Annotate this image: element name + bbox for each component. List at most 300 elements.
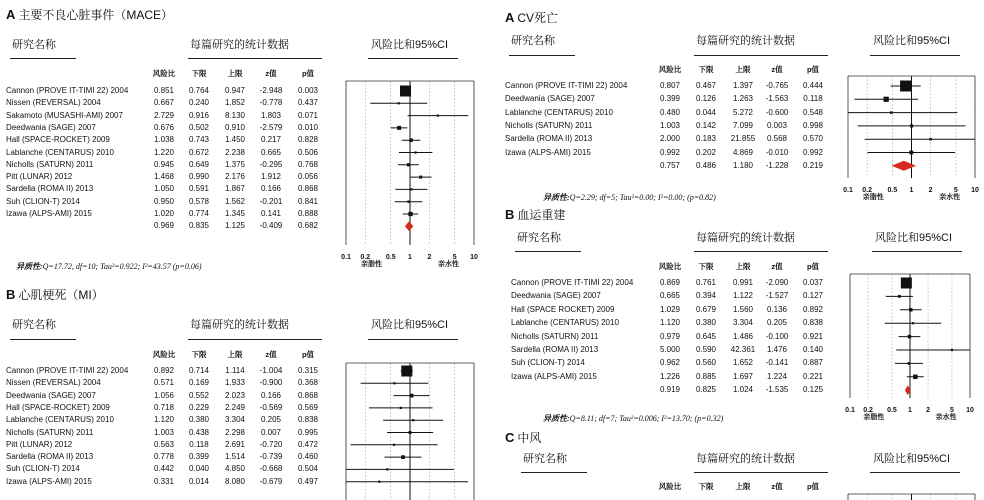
axis-tick-label: 2 bbox=[427, 254, 432, 261]
study-lower-value: 0.399 bbox=[188, 452, 210, 462]
study-p-value: 0.998 bbox=[802, 120, 824, 130]
statistics-header: 每篇研究的统计数据 bbox=[190, 319, 289, 331]
study-hr-value: 0.331 bbox=[153, 476, 175, 486]
forest-plot-area bbox=[828, 0, 984, 500]
column-header-upper: 上限 bbox=[735, 65, 751, 74]
study-p-value: 0.444 bbox=[802, 81, 824, 90]
study-upper-value: 0.947 bbox=[224, 86, 246, 95]
point-estimate-square bbox=[410, 394, 414, 398]
study-p-value: 0.368 bbox=[297, 378, 319, 388]
study-lower-value: 0.774 bbox=[188, 209, 210, 218]
study-name: Lablanche (CENTARUS) 2010 bbox=[511, 318, 619, 328]
heterogeneity-label: 异质性: bbox=[543, 414, 570, 423]
study-p-value: 0.497 bbox=[297, 476, 319, 486]
study-p-value: 0.037 bbox=[802, 278, 824, 287]
study-name: Cannon (PROVE IT-TIMI 22) 2004 bbox=[6, 366, 129, 375]
study-p-value: 0.887 bbox=[802, 358, 824, 368]
axis-tick-label: 0.5 bbox=[887, 407, 897, 414]
axis-tick-label: 5 bbox=[953, 187, 958, 194]
header-underline bbox=[10, 58, 76, 59]
study-z-value: 0.217 bbox=[260, 135, 282, 145]
study-hr-value: 1.029 bbox=[659, 304, 681, 314]
study-z-value: 0.166 bbox=[260, 390, 282, 400]
study-name: Deedwania (SAGE) 2007 bbox=[6, 122, 96, 132]
study-name-header: 研究名称 bbox=[517, 232, 561, 244]
favors-left-label: 亲脂性 bbox=[863, 414, 885, 421]
study-p-value: 0.868 bbox=[297, 184, 319, 194]
study-z-value: -1.563 bbox=[765, 94, 789, 104]
study-upper-value: 1.852 bbox=[224, 98, 246, 108]
study-lower-value: 0.761 bbox=[695, 278, 717, 287]
study-upper-value: 42.361 bbox=[730, 345, 756, 354]
axis-tick-label: 2 bbox=[926, 407, 931, 414]
statistics-header: 每篇研究的统计数据 bbox=[696, 232, 795, 244]
study-name-header: 研究名称 bbox=[12, 39, 56, 51]
statistics-header: 每篇研究的统计数据 bbox=[696, 453, 795, 465]
study-p-value: 0.868 bbox=[297, 390, 319, 400]
study-name: Sardella (ROMA II) 2013 bbox=[505, 134, 593, 144]
axis-tick-label: 10 bbox=[971, 187, 979, 194]
heterogeneity-stats: Q=8.11; df=7; Tau²=0.006; I²=13.70; (p=0.32) bbox=[569, 414, 724, 423]
study-upper-value: 1.486 bbox=[732, 331, 754, 341]
column-header-lower: 下限 bbox=[191, 350, 207, 359]
study-lower-value: 0.126 bbox=[695, 94, 717, 104]
column-header-lower: 下限 bbox=[698, 65, 714, 74]
heterogeneity-note bbox=[543, 192, 716, 203]
column-header-p: p值 bbox=[806, 482, 820, 491]
point-estimate-square bbox=[401, 366, 412, 377]
study-hr-value: 0.563 bbox=[153, 439, 175, 449]
axis-tick-label: 0.1 bbox=[843, 187, 853, 194]
study-p-value: 0.768 bbox=[297, 159, 319, 169]
study-name: Izawa (ALPS-AMI) 2015 bbox=[6, 476, 92, 486]
study-name: Pitt (LUNAR) 2012 bbox=[6, 172, 73, 182]
study-z-value: -0.100 bbox=[765, 331, 789, 341]
study-hr-value: 0.718 bbox=[153, 402, 175, 412]
study-hr-value: 1.220 bbox=[153, 147, 175, 157]
study-hr-value: 0.950 bbox=[153, 196, 175, 206]
study-upper-value: 1.122 bbox=[732, 291, 754, 301]
hazard-ratio-ci-header: 风险比和95%CI bbox=[873, 453, 951, 465]
summary-z-value: -0.409 bbox=[259, 221, 283, 231]
study-lower-value: 0.183 bbox=[695, 134, 717, 144]
study-p-value: 0.838 bbox=[297, 415, 319, 425]
study-lower-value: 0.240 bbox=[188, 98, 210, 108]
study-lower-value: 0.380 bbox=[695, 318, 717, 328]
study-upper-value: 1.514 bbox=[224, 452, 246, 462]
summary-hr-value: 0.969 bbox=[153, 221, 175, 231]
study-name: Izawa (ALPS-AMI) 2015 bbox=[505, 147, 591, 157]
header-underline bbox=[521, 472, 587, 473]
study-hr-value: 0.869 bbox=[659, 278, 681, 287]
study-z-value: -0.765 bbox=[765, 81, 789, 90]
study-hr-value: 0.571 bbox=[153, 378, 175, 388]
study-hr-value: 0.992 bbox=[659, 147, 681, 157]
column-header-hr: 风险比 bbox=[152, 350, 176, 359]
study-p-value: 0.548 bbox=[802, 107, 824, 117]
study-name: Lablanche (CENTARUS) 2010 bbox=[6, 147, 114, 157]
point-estimate-square bbox=[409, 431, 412, 434]
study-z-value: 0.003 bbox=[766, 120, 788, 130]
column-header-z: z值 bbox=[265, 69, 277, 78]
study-z-value: 0.205 bbox=[260, 415, 282, 425]
study-p-value: 0.003 bbox=[297, 86, 319, 95]
point-estimate-square bbox=[378, 481, 380, 483]
study-hr-value: 0.807 bbox=[659, 81, 681, 90]
column-header-hr: 风险比 bbox=[658, 65, 682, 74]
column-header-upper: 上限 bbox=[227, 350, 243, 359]
study-name: Nissen (REVERSAL) 2004 bbox=[6, 98, 101, 108]
study-z-value: 0.568 bbox=[766, 134, 788, 144]
study-lower-value: 0.679 bbox=[695, 304, 717, 314]
study-lower-value: 0.142 bbox=[695, 120, 717, 130]
heterogeneity-label: 异质性: bbox=[543, 193, 570, 202]
study-name: Hall (SPACE-ROCKET) 2009 bbox=[6, 135, 110, 145]
study-lower-value: 0.591 bbox=[188, 184, 210, 194]
column-header-p: p值 bbox=[806, 65, 820, 74]
column-header-upper: 上限 bbox=[227, 69, 243, 78]
study-name: Suh (CLION-T) 2014 bbox=[6, 196, 80, 206]
study-upper-value: 4.850 bbox=[224, 464, 246, 474]
study-name-header: 研究名称 bbox=[12, 319, 56, 331]
study-hr-value: 1.056 bbox=[153, 390, 175, 400]
study-upper-value: 2.238 bbox=[224, 147, 246, 157]
study-hr-value: 2.729 bbox=[153, 110, 175, 120]
study-lower-value: 0.502 bbox=[188, 122, 210, 132]
study-z-value: -0.900 bbox=[259, 378, 283, 388]
study-lower-value: 0.649 bbox=[188, 159, 210, 169]
point-estimate-square bbox=[401, 455, 405, 459]
study-z-value: -2.090 bbox=[765, 278, 789, 287]
study-z-value: 0.141 bbox=[260, 209, 282, 218]
column-header-hr: 风险比 bbox=[658, 262, 682, 271]
study-z-value: 1.476 bbox=[766, 345, 788, 354]
study-upper-value: 3.304 bbox=[224, 415, 246, 425]
study-name: Nicholls (SATURN) 2011 bbox=[6, 427, 94, 437]
study-upper-value: 1.562 bbox=[224, 196, 246, 206]
summary-p-value: 0.682 bbox=[297, 221, 319, 231]
study-p-value: 0.921 bbox=[802, 331, 824, 341]
axis-tick-label: 0.2 bbox=[360, 254, 371, 261]
study-p-value: 0.995 bbox=[297, 427, 319, 437]
heterogeneity-note bbox=[16, 261, 202, 272]
study-lower-value: 0.229 bbox=[188, 402, 210, 412]
study-z-value: -0.141 bbox=[765, 358, 789, 368]
panel-title-text: 中风 bbox=[517, 431, 542, 445]
heterogeneity-note bbox=[543, 413, 723, 424]
study-upper-value: 1.114 bbox=[225, 366, 245, 375]
heterogeneity-label: 异质性: bbox=[16, 262, 43, 271]
point-estimate-square bbox=[412, 419, 414, 421]
study-hr-value: 0.892 bbox=[153, 366, 175, 375]
study-p-value: 0.888 bbox=[297, 209, 319, 218]
study-lower-value: 0.560 bbox=[695, 358, 717, 368]
column-header-lower: 下限 bbox=[191, 69, 207, 78]
study-upper-value: 2.023 bbox=[224, 390, 246, 400]
panel-title-text: 血运重建 bbox=[517, 208, 566, 222]
favors-right-label: 亲水性 bbox=[935, 414, 957, 421]
favors-right-label: 亲水性 bbox=[939, 194, 961, 201]
study-z-value: -2.948 bbox=[259, 86, 283, 95]
summary-z-value: -1.228 bbox=[765, 160, 789, 170]
summary-upper-value: 1.024 bbox=[732, 385, 754, 395]
study-upper-value: 0.991 bbox=[732, 278, 754, 287]
study-p-value: 0.992 bbox=[802, 147, 824, 157]
study-name: Sakamoto (MUSASHI-AMI) 2007 bbox=[6, 110, 123, 120]
axis-tick-label: 1 bbox=[408, 254, 412, 261]
study-lower-value: 0.764 bbox=[188, 86, 210, 95]
study-hr-value: 0.399 bbox=[659, 94, 681, 104]
column-header-p: p值 bbox=[806, 262, 820, 271]
axis-tick-label: 10 bbox=[470, 254, 478, 261]
study-upper-value: 1.263 bbox=[732, 94, 754, 104]
column-header-hr: 风险比 bbox=[152, 69, 176, 78]
study-lower-value: 0.990 bbox=[188, 172, 210, 182]
column-header-z: z值 bbox=[771, 262, 783, 271]
hazard-ratio-ci-header: 风险比和95%CI bbox=[371, 39, 449, 51]
study-lower-value: 0.590 bbox=[695, 345, 717, 354]
study-lower-value: 0.044 bbox=[695, 107, 717, 117]
study-hr-value: 1.003 bbox=[153, 427, 175, 437]
hazard-ratio-ci-header: 风险比和95%CI bbox=[371, 319, 449, 331]
study-hr-value: 0.778 bbox=[153, 452, 175, 462]
study-upper-value: 8.130 bbox=[224, 110, 246, 120]
column-header-lower: 下限 bbox=[698, 482, 714, 491]
panel-letter: A bbox=[6, 7, 16, 22]
study-lower-value: 0.467 bbox=[695, 81, 717, 90]
study-z-value: -0.569 bbox=[259, 402, 283, 412]
panel-letter: B bbox=[505, 207, 515, 222]
study-p-value: 0.056 bbox=[297, 172, 319, 182]
study-p-value: 0.828 bbox=[297, 135, 319, 145]
study-hr-value: 0.979 bbox=[659, 331, 681, 341]
study-z-value: -1.004 bbox=[259, 366, 283, 375]
study-p-value: 0.506 bbox=[297, 147, 319, 157]
axis-tick-label: 0.2 bbox=[863, 407, 873, 414]
study-upper-value: 1.697 bbox=[732, 371, 754, 381]
point-estimate-square bbox=[400, 407, 402, 409]
study-upper-value: 2.249 bbox=[224, 402, 246, 412]
header-underline bbox=[188, 58, 322, 59]
study-hr-value: 0.442 bbox=[153, 464, 175, 474]
study-p-value: 0.118 bbox=[803, 94, 823, 104]
study-hr-value: 0.667 bbox=[153, 98, 175, 108]
study-name: Cannon (PROVE IT-TIMI 22) 2004 bbox=[6, 86, 129, 95]
study-z-value: -2.579 bbox=[259, 122, 283, 132]
axis-tick-label: 0.5 bbox=[385, 254, 396, 261]
study-hr-value: 0.665 bbox=[659, 291, 681, 301]
study-z-value: -0.739 bbox=[259, 452, 283, 462]
study-upper-value: 5.272 bbox=[732, 107, 754, 117]
statistics-header: 每篇研究的统计数据 bbox=[190, 39, 289, 51]
study-upper-value: 0.910 bbox=[224, 122, 246, 132]
favors-left-label: 亲脂性 bbox=[360, 261, 382, 268]
study-p-value: 0.504 bbox=[297, 464, 319, 474]
column-header-upper: 上限 bbox=[735, 482, 751, 491]
study-p-value: 0.460 bbox=[297, 452, 319, 462]
study-upper-value: 1.397 bbox=[732, 81, 754, 90]
study-z-value: -0.720 bbox=[259, 439, 283, 449]
study-z-value: 0.205 bbox=[766, 318, 788, 328]
study-name: Lablanche (CENTARUS) 2010 bbox=[6, 415, 114, 425]
study-p-value: 0.071 bbox=[297, 110, 319, 120]
study-hr-value: 1.468 bbox=[153, 172, 175, 182]
study-z-value: 0.136 bbox=[766, 304, 788, 314]
study-upper-value: 1.375 bbox=[224, 159, 246, 169]
study-p-value: 0.127 bbox=[802, 291, 824, 301]
point-estimate-square bbox=[386, 468, 388, 470]
summary-lower-value: 0.486 bbox=[695, 160, 717, 170]
study-name: Lablanche (CENTARUS) 2010 bbox=[505, 107, 613, 117]
panel-title-text: CV死亡 bbox=[517, 11, 559, 25]
heterogeneity-stats: Q=17.72, df=10; Tau²=0.922; I²=43.57 (p=0.06) bbox=[42, 262, 202, 271]
study-p-value: 0.838 bbox=[802, 318, 824, 328]
panel-title-text: 心肌梗死（MI） bbox=[18, 288, 104, 302]
point-estimate-square bbox=[393, 444, 395, 446]
column-header-upper: 上限 bbox=[735, 262, 751, 271]
study-name: Nicholls (SATURN) 2011 bbox=[505, 120, 593, 130]
study-p-value: 0.570 bbox=[802, 134, 824, 144]
point-estimate-square bbox=[393, 382, 395, 384]
panel-title bbox=[6, 286, 104, 303]
study-name: Sardella (ROMA II) 2013 bbox=[6, 184, 94, 194]
column-header-z: z值 bbox=[771, 482, 783, 491]
study-lower-value: 0.014 bbox=[188, 476, 210, 486]
study-lower-value: 0.202 bbox=[695, 147, 717, 157]
column-header-p: p值 bbox=[301, 350, 315, 359]
panel-letter: B bbox=[6, 287, 16, 302]
summary-lower-value: 0.825 bbox=[695, 385, 717, 395]
summary-p-value: 0.125 bbox=[802, 385, 824, 395]
study-p-value: 0.841 bbox=[297, 196, 319, 206]
study-name: Hall (SPACE ROCKET) 2009 bbox=[511, 304, 615, 314]
axis-tick-label: 1 bbox=[908, 407, 912, 414]
study-p-value: 0.892 bbox=[802, 304, 824, 314]
study-lower-value: 0.672 bbox=[188, 147, 210, 157]
study-lower-value: 0.916 bbox=[188, 110, 210, 120]
study-lower-value: 0.578 bbox=[188, 196, 210, 206]
study-lower-value: 0.118 bbox=[189, 439, 209, 449]
summary-p-value: 0.219 bbox=[802, 160, 824, 170]
study-lower-value: 0.394 bbox=[695, 291, 717, 301]
column-header-p: p值 bbox=[301, 69, 315, 78]
study-z-value: -0.778 bbox=[259, 98, 283, 108]
study-name: Suh (CLION-T) 2014 bbox=[511, 358, 585, 368]
summary-z-value: -1.535 bbox=[765, 385, 789, 395]
study-z-value: -1.527 bbox=[765, 291, 789, 301]
statistics-header: 每篇研究的统计数据 bbox=[696, 35, 795, 47]
study-upper-value: 1.560 bbox=[732, 304, 754, 314]
axis-tick-label: 0.2 bbox=[862, 187, 872, 194]
study-lower-value: 0.380 bbox=[188, 415, 210, 425]
column-header-hr: 风险比 bbox=[658, 482, 682, 491]
study-p-value: 0.315 bbox=[297, 366, 319, 375]
panel-title bbox=[505, 206, 565, 223]
study-upper-value: 21.855 bbox=[730, 134, 756, 144]
study-name-header: 研究名称 bbox=[511, 35, 555, 47]
study-upper-value: 1.450 bbox=[224, 135, 246, 145]
study-z-value: 1.224 bbox=[766, 371, 788, 381]
study-upper-value: 7.099 bbox=[732, 120, 754, 130]
study-z-value: -0.201 bbox=[259, 196, 283, 206]
study-hr-value: 0.480 bbox=[659, 107, 681, 117]
study-name: Cannon (PROVE IT-TIMI 22) 2004 bbox=[511, 278, 634, 287]
study-hr-value: 0.676 bbox=[153, 122, 175, 132]
header-underline bbox=[10, 339, 76, 340]
column-header-lower: 下限 bbox=[698, 262, 714, 271]
study-hr-value: 1.020 bbox=[153, 209, 175, 218]
panel-letter: A bbox=[505, 10, 515, 25]
study-hr-value: 0.851 bbox=[153, 86, 175, 95]
study-name: Nissen (REVERSAL) 2004 bbox=[6, 378, 101, 388]
study-upper-value: 4.869 bbox=[732, 147, 754, 157]
summary-upper-value: 1.180 bbox=[732, 160, 754, 170]
study-z-value: -0.295 bbox=[259, 159, 283, 169]
column-header-z: z值 bbox=[771, 65, 783, 74]
study-p-value: 0.569 bbox=[297, 402, 319, 412]
study-name: Pitt (LUNAR) 2012 bbox=[6, 439, 73, 449]
forest-plot-area bbox=[326, 0, 506, 500]
study-z-value: 1.912 bbox=[260, 172, 282, 182]
header-underline bbox=[694, 472, 828, 473]
summary-hr-value: 0.919 bbox=[659, 385, 681, 395]
header-underline bbox=[694, 251, 828, 252]
study-p-value: 0.472 bbox=[297, 439, 319, 449]
study-upper-value: 1.867 bbox=[224, 184, 246, 194]
study-upper-value: 8.080 bbox=[224, 476, 246, 486]
study-name: Sardella (ROMA II) 2013 bbox=[511, 345, 599, 354]
study-upper-value: 1.652 bbox=[732, 358, 754, 368]
study-z-value: -0.668 bbox=[259, 464, 283, 474]
study-lower-value: 0.743 bbox=[188, 135, 210, 145]
column-header-z: z值 bbox=[265, 350, 277, 359]
study-hr-value: 1.050 bbox=[153, 184, 175, 194]
panel-letter: C bbox=[505, 430, 515, 445]
study-z-value: -0.600 bbox=[765, 107, 789, 117]
study-name: Cannon (PROVE IT-TIMI 22) 2004 bbox=[505, 81, 628, 90]
study-upper-value: 2.176 bbox=[224, 172, 246, 182]
study-upper-value: 1.345 bbox=[224, 209, 246, 218]
axis-tick-label: 5 bbox=[452, 254, 457, 261]
study-z-value: 1.803 bbox=[260, 110, 282, 120]
study-z-value: 0.166 bbox=[260, 184, 282, 194]
study-upper-value: 2.691 bbox=[224, 439, 246, 449]
study-hr-value: 1.038 bbox=[153, 135, 175, 145]
study-name: Suh (CLION-T) 2014 bbox=[6, 464, 80, 474]
axis-tick-label: 0.1 bbox=[341, 254, 351, 261]
axis-tick-label: 1 bbox=[909, 187, 914, 194]
study-hr-value: 1.120 bbox=[153, 415, 175, 425]
study-p-value: 0.010 bbox=[297, 122, 319, 132]
study-name: Nicholls (SATURN) 2011 bbox=[6, 159, 94, 169]
study-z-value: 0.007 bbox=[260, 427, 282, 437]
study-lower-value: 0.714 bbox=[188, 366, 210, 375]
study-upper-value: 1.933 bbox=[224, 378, 246, 388]
favors-right-label: 亲水性 bbox=[438, 261, 460, 268]
study-lower-value: 0.040 bbox=[188, 464, 210, 474]
study-lower-value: 0.438 bbox=[188, 427, 210, 437]
study-name: Sardella (ROMA II) 2013 bbox=[6, 452, 94, 462]
study-p-value: 0.140 bbox=[802, 345, 824, 354]
panel-title-text: 主要不良心脏事件（MACE） bbox=[18, 8, 174, 22]
axis-tick-label: 0.1 bbox=[845, 407, 855, 414]
study-name: Izawa (ALPS-AMI) 2015 bbox=[6, 209, 92, 218]
study-name: Deedwania (SAGE) 2007 bbox=[511, 291, 601, 301]
study-name: Hall (SPACE-ROCKET) 2009 bbox=[6, 402, 110, 412]
study-hr-value: 1.120 bbox=[659, 318, 681, 328]
study-lower-value: 0.885 bbox=[695, 371, 717, 381]
header-underline bbox=[188, 339, 322, 340]
